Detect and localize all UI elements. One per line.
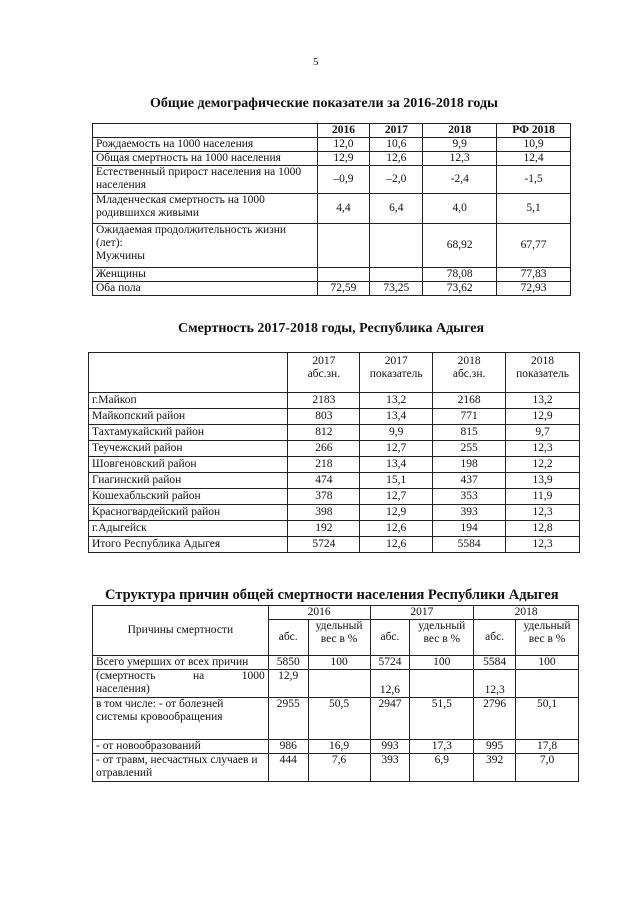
cell: 13,2 [360,393,433,409]
cell: 192 [288,521,360,537]
cell: 12,9 [360,505,433,521]
cell: 812 [288,425,360,441]
cell: 5584 [433,537,506,553]
cell: -1,5 [497,166,571,194]
cell: 12,6 [360,537,433,553]
cell: 12,9 [506,409,580,425]
header-cell: 2016 [317,124,370,138]
cell: 266 [288,441,360,457]
cell: 51,5 [410,698,474,740]
row-label: Майкопский район [89,409,288,425]
cell: 12,6 [370,152,423,166]
cell: 9,9 [360,425,433,441]
row-label: Оба пола [93,282,318,296]
page-number: 5 [313,56,319,68]
abs-header: абс. [474,620,516,656]
table-row [89,425,580,441]
table-row [93,152,571,166]
cell: 73,62 [423,282,497,296]
cell: 100 [410,656,474,670]
cell: 194 [433,521,506,537]
table-row [93,656,579,670]
cell: 13,2 [506,393,580,409]
cell: 12,9 [317,152,370,166]
table3-title: Структура причин общей смертности населения Республики Адыгея [105,587,559,603]
cell: 4,4 [317,194,370,224]
cell: 771 [433,409,506,425]
row-label: Теучежский район [89,441,288,457]
table-row [89,505,580,521]
table-row [93,740,579,754]
cell: 398 [288,505,360,521]
table-row [93,138,571,152]
table-row [93,754,579,782]
cell: 13,9 [506,473,580,489]
table-header-row [89,353,580,393]
share-header: удельный вес в % [410,620,474,656]
table1-title: Общие демографические показатели за 2016-2018 годы [150,96,498,111]
cell: 6,9 [410,754,474,782]
row-label: г.Майкоп [89,393,288,409]
header-cell [93,124,318,138]
cell: 2955 [268,698,308,740]
cell: 437 [433,473,506,489]
row-label: Женщины [93,268,318,282]
cell: 67,77 [497,224,571,268]
share-header: удельный вес в % [516,620,579,656]
cell: 12,9 [268,670,308,698]
cell: 392 [474,754,516,782]
cell: 12,6 [370,670,410,698]
cell [370,268,423,282]
cell: -2,4 [423,166,497,194]
cell: 5850 [268,656,308,670]
cell: 73,25 [370,282,423,296]
table-row [89,457,580,473]
cell: 9,9 [423,138,497,152]
header-cell: 2018 абс.зн. [433,353,506,393]
cell: 12,7 [360,489,433,505]
row-label: - от травм, несчастных случаев и отравлений [93,754,269,782]
cell [308,670,370,698]
men-label: Мужчины [96,250,146,262]
cell: 803 [288,409,360,425]
table-row [93,194,571,224]
cell: 2168 [433,393,506,409]
cell: 4,0 [423,194,497,224]
cell: 12,2 [506,457,580,473]
cell: 2796 [474,698,516,740]
row-label: в том числе: - от болезней системы кровообращения [93,698,269,740]
row-label: Естественный прирост населения на 1000 населения [93,166,318,194]
table2-title: Смертность 2017-2018 годы, Республика Адыгея [178,321,485,336]
cell: 993 [370,740,410,754]
cell: 2947 [370,698,410,740]
cell: –2,0 [370,166,423,194]
cell: 2183 [288,393,360,409]
cell [516,670,579,698]
share-header: удельный вес в % [308,620,370,656]
rate-label-part: 1000 [241,670,265,682]
row-label [93,670,269,698]
row-label [93,224,318,268]
cell: 378 [288,489,360,505]
cell [410,670,474,698]
table-row [93,698,579,740]
cell: 7,0 [516,754,579,782]
cell: 11,9 [506,489,580,505]
row-label: Красногвардейский район [89,505,288,521]
cell: 5,1 [497,194,571,224]
year-header: 2016 [268,606,370,620]
row-label: Тахтамукайский район [89,425,288,441]
cell: 16,9 [308,740,370,754]
cell: 68,92 [423,224,497,268]
row-label: Кошехабльский район [89,489,288,505]
table-row [89,393,580,409]
cell: 50,5 [308,698,370,740]
cell: 12,3 [423,152,497,166]
row-label: Итого Республика Адыгея [89,537,288,553]
cell: 78,08 [423,268,497,282]
cell: 13,4 [360,409,433,425]
table-row [89,537,580,553]
mortality-table [88,352,580,553]
header-cell: 2018 [423,124,497,138]
abs-header: абс. [370,620,410,656]
cell: 815 [433,425,506,441]
cell: 12,3 [474,670,516,698]
row-label: Шовгеновский район [89,457,288,473]
cell: 5724 [370,656,410,670]
cell: 13,4 [360,457,433,473]
cell: 995 [474,740,516,754]
row-label: Гиагинский район [89,473,288,489]
table-header-row [93,606,579,620]
cell: 12,3 [506,441,580,457]
cell: 5724 [288,537,360,553]
table-row [93,268,571,282]
row-label: Младенческая смертность на 1000 родившихся живыми [93,194,318,224]
table-header-row [93,124,571,138]
cell: 15,1 [360,473,433,489]
table-row [93,282,571,296]
header-cell: 2018 показатель [506,353,580,393]
year-header: 2017 [370,606,474,620]
header-cell [89,353,288,393]
cell: 77,83 [497,268,571,282]
header-cell: 2017 [370,124,423,138]
cell: 12,3 [506,505,580,521]
year-header: 2018 [474,606,579,620]
cell: 12,4 [497,152,571,166]
header-cell: 2017 абс.зн. [288,353,360,393]
cell: 100 [516,656,579,670]
rate-label-line [96,670,265,683]
cell: 12,8 [506,521,580,537]
table-row [93,224,571,268]
cell [317,224,370,268]
causes-header: Причины смертности [93,606,269,656]
cell [317,268,370,282]
cell [370,224,423,268]
cell: 218 [288,457,360,473]
cell: 72,93 [497,282,571,296]
life-expectancy-label: Ожидаемая продолжительность жизни (лет): [96,224,287,249]
cell: 12,3 [506,537,580,553]
row-label: г.Адыгейск [89,521,288,537]
table-row [89,521,580,537]
cell: 255 [433,441,506,457]
row-label: Рождаемость на 1000 населения [93,138,318,152]
table-row [89,473,580,489]
header-cell: 2017 показатель [360,353,433,393]
header-cell: РФ 2018 [497,124,571,138]
cell: 393 [433,505,506,521]
cell: 9,7 [506,425,580,441]
abs-header: абс. [268,620,308,656]
cell: 393 [370,754,410,782]
table-row [89,489,580,505]
cell: 12,0 [317,138,370,152]
row-label: - от новообразований [93,740,269,754]
row-label: Общая смертность на 1000 населения [93,152,318,166]
cell: 444 [268,754,308,782]
cell: 198 [433,457,506,473]
rate-label-part: населения) [96,683,150,695]
cell: 17,3 [410,740,474,754]
cell: 100 [308,656,370,670]
rate-label-part: на [193,670,205,682]
table-row [89,441,580,457]
table-row [93,166,571,194]
cell: 986 [268,740,308,754]
cell: 12,6 [360,521,433,537]
cell: 17,8 [516,740,579,754]
cell: 6,4 [370,194,423,224]
cell: 5584 [474,656,516,670]
cell: 353 [433,489,506,505]
cell: 10,6 [370,138,423,152]
cell: 7,6 [308,754,370,782]
cell: 12,7 [360,441,433,457]
table-row [93,670,579,698]
cell: 50,1 [516,698,579,740]
rate-label-part: (смертность [96,670,156,682]
cell: 10,9 [497,138,571,152]
death-causes-table [92,605,579,782]
table-row [89,409,580,425]
row-label: Всего умерших от всех причин [93,656,269,670]
cell: –0,9 [317,166,370,194]
demographics-table [92,123,571,296]
cell: 474 [288,473,360,489]
cell: 72,59 [317,282,370,296]
